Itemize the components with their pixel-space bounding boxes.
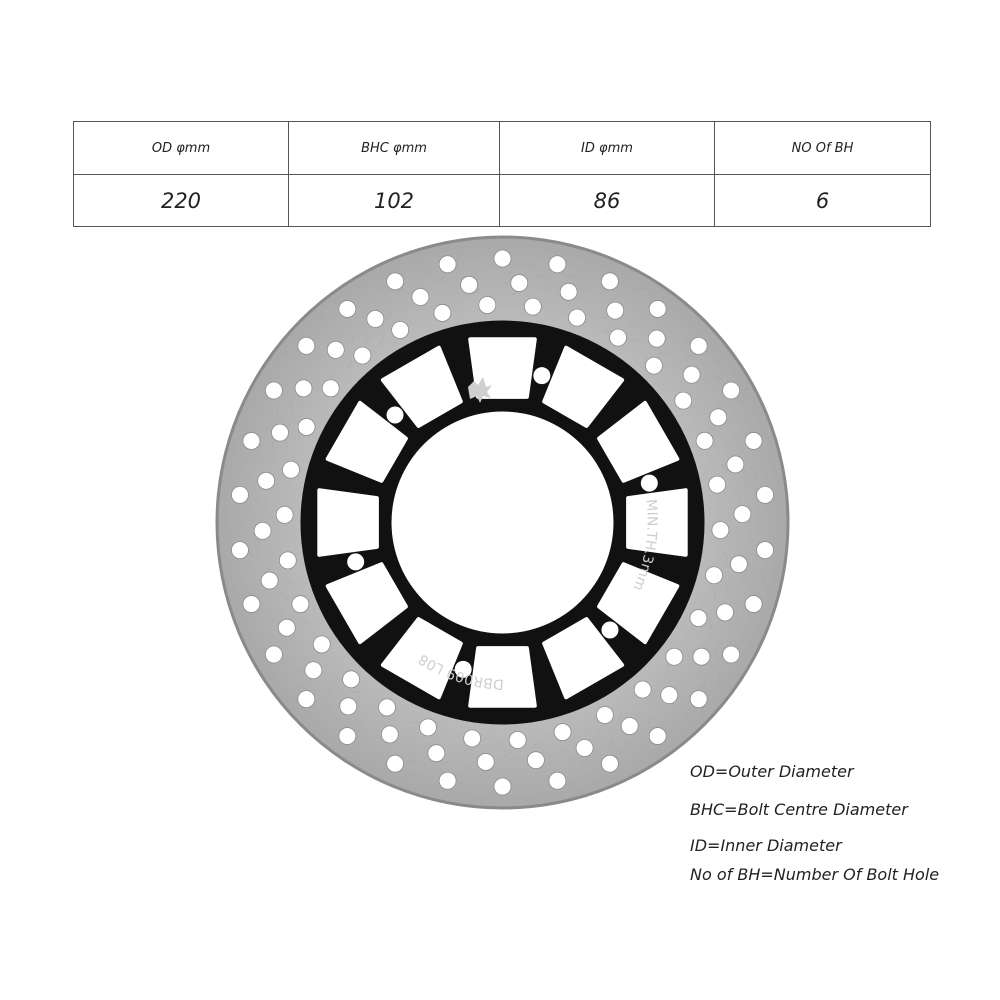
min-thickness-engraving: MIN.TH.3mm [629,498,660,593]
vent-hole [479,297,496,314]
vent-hole [434,304,451,321]
vent-hole [313,636,330,653]
value-od: 220 [74,175,289,227]
vent-hole [265,382,282,399]
brake-disc-image [215,235,790,810]
vent-hole [494,778,511,795]
bolt-hole [641,475,658,492]
vent-hole [696,432,713,449]
vent-hole [381,726,398,743]
vent-hole [279,552,296,569]
vent-hole [461,276,478,293]
vent-hole [690,691,707,708]
vent-hole [648,330,665,347]
part-number-engraving: DBR009 L08 [415,650,505,692]
vent-hole [243,432,260,449]
vent-hole [387,755,404,772]
vent-hole [322,380,339,397]
vent-hole [554,724,571,741]
vent-hole [757,486,774,503]
vent-hole [265,646,282,663]
vent-hole [464,730,481,747]
vent-hole [327,341,344,358]
vent-hole [569,309,586,326]
vent-hole [757,542,774,559]
vent-hole [675,392,692,409]
carrier-window [319,490,377,555]
vent-hole [634,681,651,698]
header-bhc: BHC φmm [289,122,500,175]
vent-hole [339,300,356,317]
vent-hole [509,731,526,748]
vent-hole [734,506,751,523]
vent-hole [745,432,762,449]
vent-hole [378,699,395,716]
vent-hole [231,542,248,559]
vent-hole [439,772,456,789]
vent-hole [709,476,726,493]
spec-value-row [74,175,931,227]
bolt-hole [347,553,364,570]
vent-hole [343,671,360,688]
vent-hole [439,256,456,273]
vent-hole [601,273,618,290]
bolt-hole [533,367,550,384]
legend-no-of-bh: No of BH=Number Of Bolt Hole [690,865,940,884]
vent-hole [428,745,445,762]
vent-hole [477,753,494,770]
value-no-of-bh: 6 [715,175,931,227]
spec-table [73,121,931,227]
vent-hole [576,740,593,757]
vent-hole [745,596,762,613]
header-od: OD φmm [74,122,289,175]
vent-hole [340,698,357,715]
vent-hole [511,275,528,292]
vent-hole [730,556,747,573]
vent-hole [607,302,624,319]
vent-hole [305,662,322,679]
vent-hole [601,755,618,772]
legend-bhc: BHC=Bolt Centre Diameter [690,800,908,819]
vent-hole [690,337,707,354]
vent-hole [723,646,740,663]
vent-hole [494,250,511,267]
vent-hole [276,506,293,523]
vent-hole [298,337,315,354]
vent-hole [666,648,683,665]
vent-hole [690,610,707,627]
vent-hole [560,283,577,300]
vent-hole [723,382,740,399]
vent-hole [278,619,295,636]
vent-hole [661,687,678,704]
vent-hole [527,752,544,769]
legend-id: ID=Inner Diameter [690,836,842,855]
spec-header-row [74,122,931,175]
value-bhc: 102 [289,175,500,227]
vent-hole [683,366,700,383]
vent-hole [339,728,356,745]
value-id: 86 [500,175,715,227]
header-no-of-bh: NO Of BH [715,122,931,175]
vent-hole [258,472,275,489]
vent-hole [282,461,299,478]
vent-hole [649,300,666,317]
vent-hole [261,572,278,589]
header-id: ID φmm [500,122,715,175]
vent-hole [243,596,260,613]
vent-hole [419,719,436,736]
vent-hole [645,357,662,374]
vent-hole [292,596,309,613]
vent-hole [298,691,315,708]
vent-hole [727,456,744,473]
vent-hole [549,772,566,789]
legend-od: OD=Outer Diameter [690,762,854,781]
vent-hole [271,424,288,441]
vent-hole [412,288,429,305]
center-bore [392,412,614,634]
bolt-hole [601,621,618,638]
vent-hole [231,486,248,503]
vent-hole [706,567,723,584]
vent-hole [549,256,566,273]
vent-hole [610,329,627,346]
vent-hole [712,522,729,539]
vent-hole [387,273,404,290]
vent-hole [710,409,727,426]
vent-hole [254,522,271,539]
vent-hole [367,310,384,327]
bolt-hole [387,407,404,424]
vent-hole [621,718,638,735]
vent-hole [693,648,710,665]
brake-disc-drawing [215,235,790,810]
vent-hole [524,298,541,315]
vent-hole [298,418,315,435]
vent-hole [717,604,734,621]
vent-hole [649,728,666,745]
vent-hole [392,322,409,339]
vent-hole [596,706,613,723]
vent-hole [354,347,371,364]
vent-hole [295,380,312,397]
